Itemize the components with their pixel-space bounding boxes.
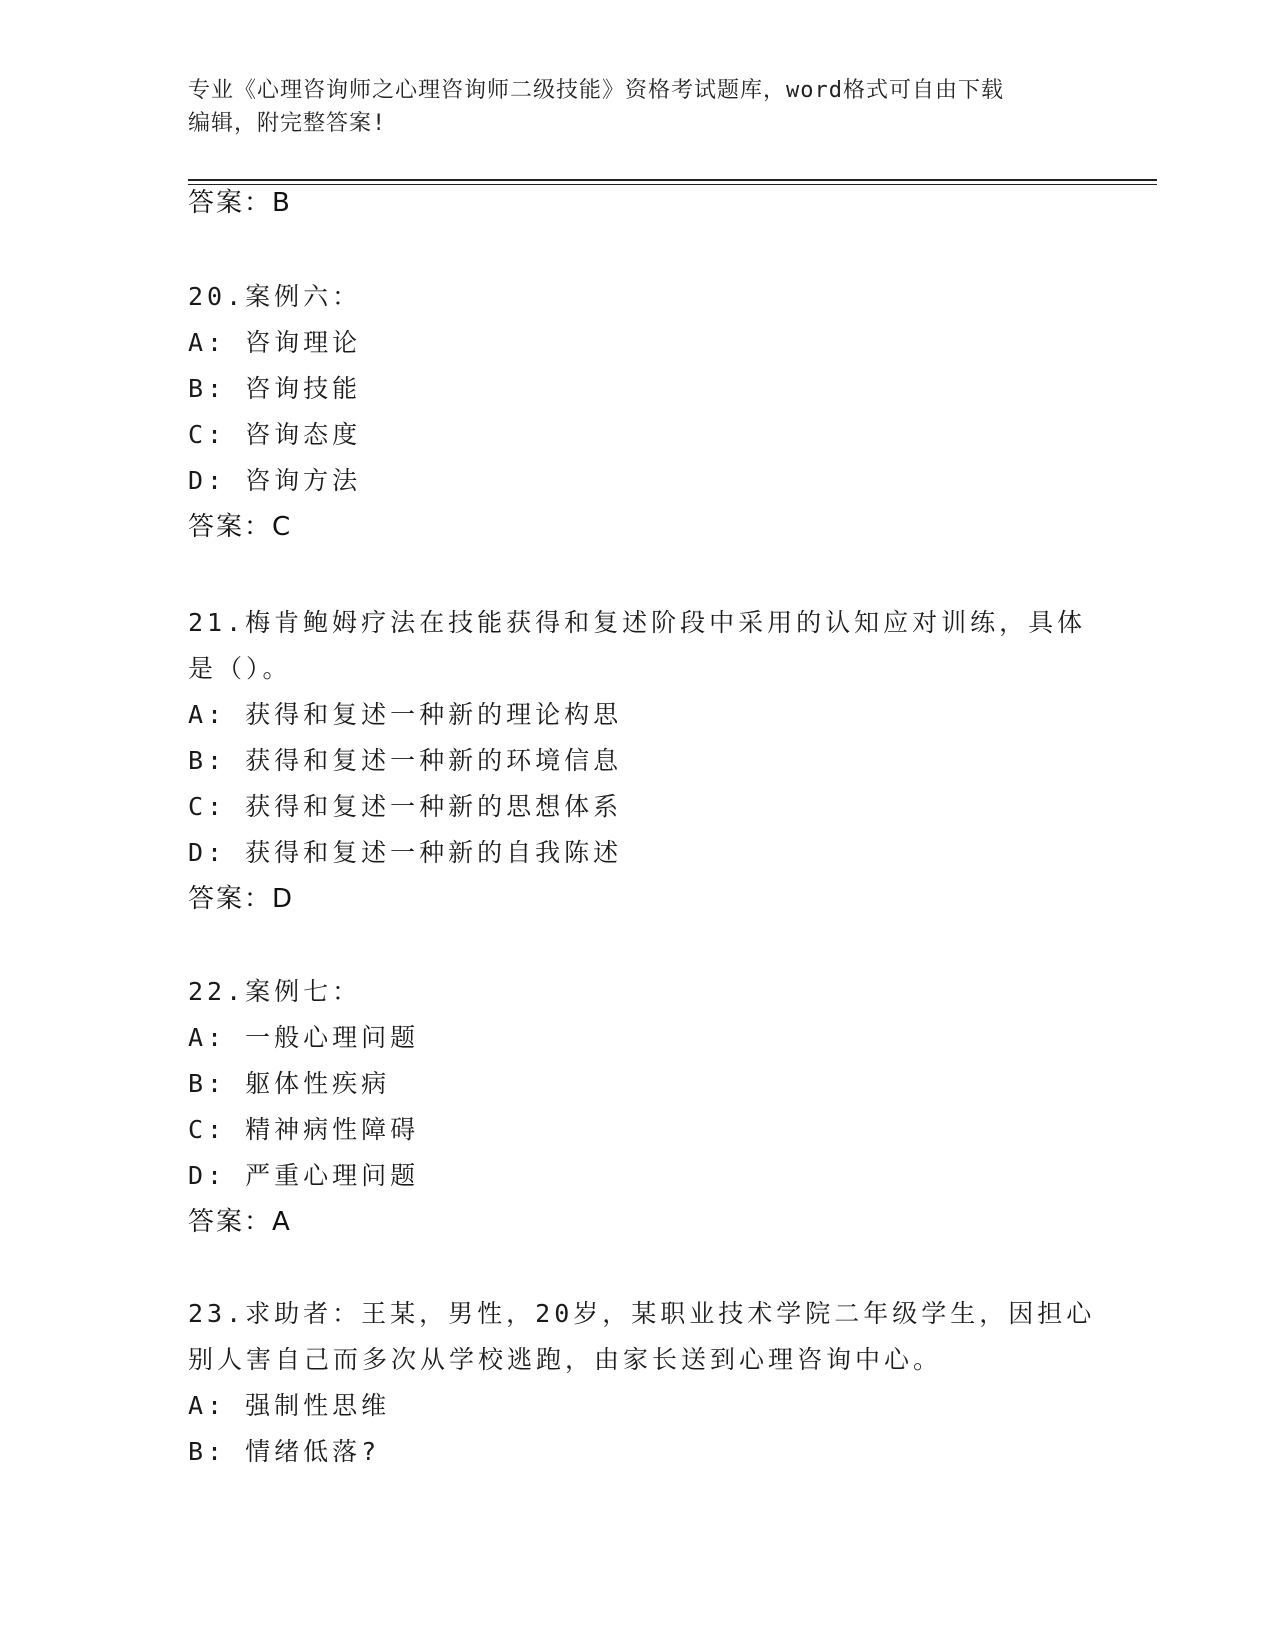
header-line-1: 专业《心理咨询师之心理咨询师二级技能》资格考试题库，word格式可自由下载	[188, 78, 1004, 103]
option-a: A: 一般心理问题	[188, 1023, 420, 1052]
answer-text: 答案：D	[188, 884, 295, 914]
answer-text: 答案：A	[188, 1207, 292, 1237]
option-d: D: 严重心理问题	[188, 1161, 420, 1190]
document-header	[188, 74, 1088, 140]
question-stem-line-2: 别人害自己而多次从学校逃跑，由家长送到心理咨询中心。	[188, 1345, 943, 1374]
question-stem: 22.案例七：	[188, 977, 362, 1006]
option-d: D: 咨询方法	[188, 466, 362, 495]
option-a: A: 强制性思维	[188, 1391, 391, 1420]
question-21	[188, 600, 1088, 922]
option-b: B: 咨询技能	[188, 374, 362, 403]
question-stem-line-1: 21.梅肯鲍姆疗法在技能获得和复述阶段中采用的认知应对训练，具体	[188, 608, 1087, 637]
answer-text: 答案：B	[188, 188, 292, 218]
option-b: B: 躯体性疾病	[188, 1069, 391, 1098]
question-20	[188, 274, 1088, 550]
option-c: C: 精神病性障碍	[188, 1115, 420, 1144]
previous-answer-block	[188, 180, 1088, 226]
option-c: C: 咨询态度	[188, 420, 362, 449]
question-stem-line-2: 是（）。	[188, 654, 292, 683]
answer-text: 答案：C	[188, 512, 293, 542]
option-a: A: 咨询理论	[188, 328, 362, 357]
question-22	[188, 969, 1088, 1245]
option-b: B: 获得和复述一种新的环境信息	[188, 746, 623, 775]
question-stem: 20.案例六：	[188, 282, 362, 311]
question-stem-line-1: 23.求助者：王某，男性，20岁，某职业技术学院二年级学生，因担心	[188, 1299, 1096, 1328]
question-23	[188, 1291, 1096, 1475]
option-d: D: 获得和复述一种新的自我陈述	[188, 838, 623, 867]
option-a: A: 获得和复述一种新的理论构思	[188, 700, 623, 729]
option-c: C: 获得和复述一种新的思想体系	[188, 792, 623, 821]
option-b: B: 情绪低落?	[188, 1437, 381, 1466]
header-line-2: 编辑，附完整答案!	[188, 111, 387, 136]
